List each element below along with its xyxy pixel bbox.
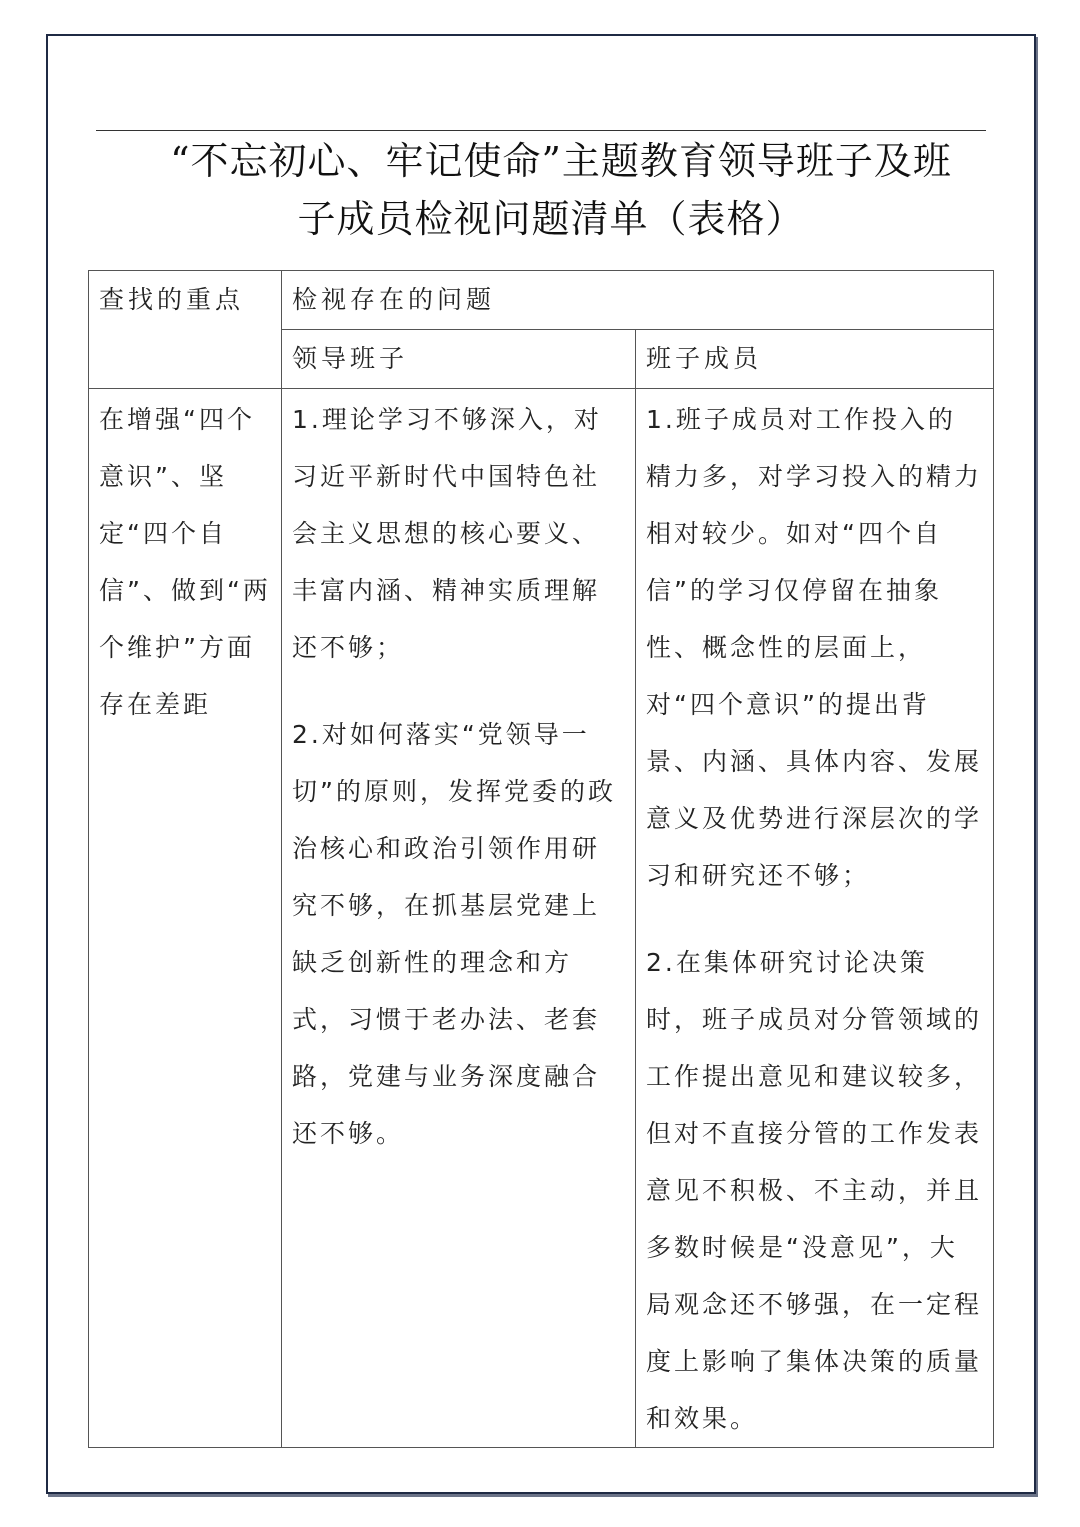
header-issues: 检视存在的问题 xyxy=(282,271,994,330)
header-focus: 查找的重点 xyxy=(89,271,282,389)
leadership-item-1: 1.理论学习不够深入，对习近平新时代中国特色社会主义思想的核心要义、丰富内涵、精神实质理解还不够； xyxy=(292,405,602,662)
title-line-1: “不忘初心、牢记使命”主题教育领导班子及班 xyxy=(170,139,952,183)
members-item-1: 1.班子成员对工作投入的精力多，对学习投入的精力相对较少。如对“四个自信”的学习仅停留在抽象性、概念性的层面上，对“四个意识”的提出背景、内涵、具体内容、发展意义及优势进行深层次的学习和研究还不够； xyxy=(646,405,983,890)
leadership-cell xyxy=(282,389,636,1448)
header-members: 班子成员 xyxy=(636,330,994,389)
members-cell xyxy=(636,389,994,1448)
title-line-2: 子成员检视问题清单（表格） xyxy=(297,197,805,241)
table-row xyxy=(89,389,994,1448)
members-item-2: 2.在集体研究讨论决策时，班子成员对分管领域的工作提出意见和建议较多，但对不直接分管的工作发表意见不积极、不主动，并且多数时候是“没意见”，大局观念还不够强，在一定程度上影响了集体决策的质量和效果。 xyxy=(646,948,983,1433)
header-rule xyxy=(96,130,986,131)
document-title xyxy=(96,132,986,248)
focus-text: 在增强“四个意识”、坚定“四个自信”、做到“两个维护”方面存在差距 xyxy=(99,405,271,719)
header-row-1 xyxy=(89,271,994,330)
issue-table xyxy=(88,270,994,1448)
paragraph-gap xyxy=(646,904,983,932)
focus-cell xyxy=(89,389,282,1448)
leadership-item-2: 2.对如何落实“党领导一切”的原则，发挥党委的政治核心和政治引领作用研究不够，在抓基层党建上缺乏创新性的理念和方式，习惯于老办法、老套路，党建与业务深度融合还不够。 xyxy=(292,720,616,1148)
paragraph-gap xyxy=(292,676,625,704)
header-leadership: 领导班子 xyxy=(282,330,636,389)
